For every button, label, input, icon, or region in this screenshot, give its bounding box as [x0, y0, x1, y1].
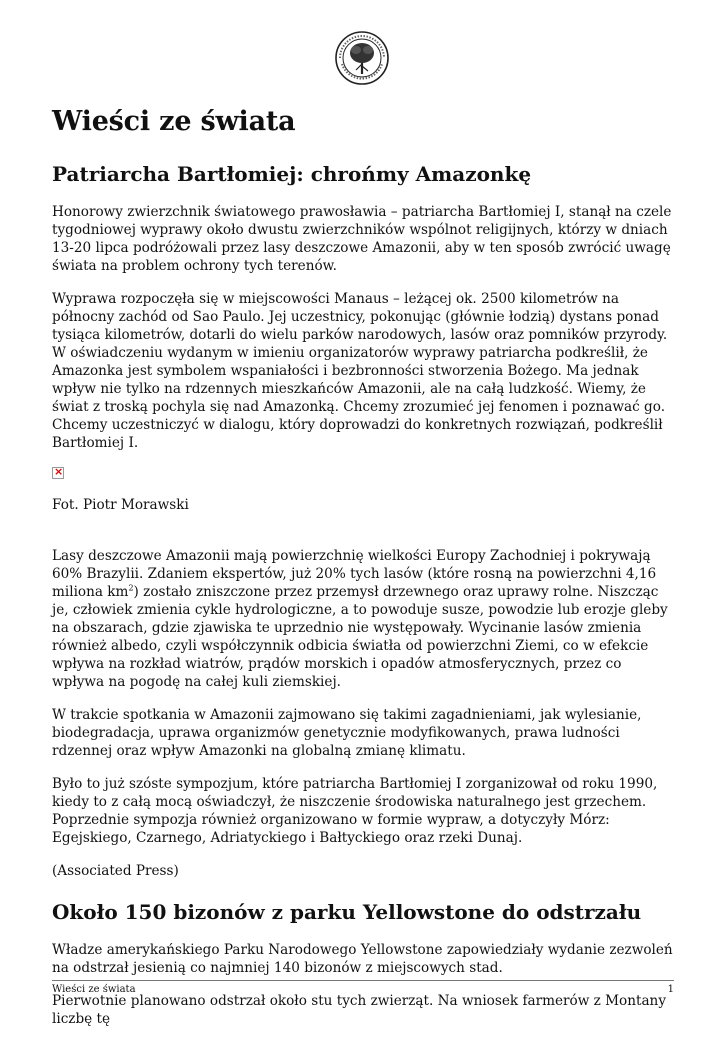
paragraph-text: ) zostało zniszczone przez przemysł drzewnego oraz uprawy rolne. Niszcząc je, człowiek zmienia cykle hydrologiczne, a to powoduje susze, powodzie lub erozje gleby na obszarach, gdzie zjawiska te uprzednio nie występowały. Wycinanie lasów zmienia również albedo, czyli współczynnik odbicia światła od powierzchni Ziemi, co w efekcie wpływa na rozkład wiatrów, prądów morskich i opadów atmosferycznych, przez co wpływa na pogodę na całej kuli ziemskiej. — [52, 584, 668, 690]
tree-seal-icon — [334, 30, 390, 86]
paragraph: W trakcie spotkania w Amazonii zajmowano się takimi zagadnieniami, jak wylesianie, biodegradacja, uprawa organizmów genetycznie modyfikowanych, prawa ludności rdzennej oraz wpływ Amazonki na globalną zmianę klimatu. — [52, 707, 642, 759]
footer-title: Wieści ze świata — [52, 984, 136, 995]
paragraph: Władze amerykańskiego Parku Narodowego Yellowstone zapowiedziały wydanie zezwoleń na odstrzał jesienią co najmniej 140 bizonów z miejscowych stad. — [52, 942, 673, 976]
paragraph: Było to już szóste sympozjum, które patriarcha Bartłomiej I zorganizował od roku 1990, kiedy to z całą mocą oświadczył, że niszczenie środowiska naturalnego jest grzechem. Poprzednie sympozja również organizowano w formie wypraw, a dotyczyły Mórz: Egejskiego, Czarnego, Adriatyckiego i Bałtyckiego oraz rzeki Dunaj. — [52, 776, 658, 846]
superscript: 2 — [128, 583, 134, 593]
paragraph-text: Lasy deszczowe Amazonii mają powierzchnię wielkości Europy Zachodniej i pokrywają 60% Brazylii. Zdaniem ekspertów, już 20% tych lasów (które rosną na powierzchni 4,16 miliona km — [52, 548, 657, 600]
paragraph — [52, 547, 674, 691]
page-title: Wieści ze świata — [52, 106, 296, 137]
article-title: Około 150 bizonów z parku Yellowstone do odstrzału — [52, 900, 642, 924]
source-note: (Associated Press) — [52, 863, 179, 879]
photo-caption: Fot. Piotr Morawski — [52, 497, 189, 513]
paragraph: Pierwotnie planowano odstrzał około stu tych zwierząt. Na wniosek farmerów z Montany liczbę tę — [52, 993, 666, 1027]
article-title: Patriarcha Bartłomiej: chrońmy Amazonkę — [52, 162, 532, 186]
broken-image-icon: × — [54, 465, 64, 478]
paragraph: Wyprawa rozpoczęła się w miejscowości Manaus – leżącej ok. 2500 kilometrów na północny zachód od Sao Paulo. Jej uczestnicy, pokonując (głównie łodzią) dystans ponad tysiąca kilometrów, dotarli do wielu parków narodowych, lasów oraz pomników przyrody. W oświadczeniu wydanym w imieniu organizatorów wyprawy patriarcha podkreślił, że Amazonka jest symbolem wspaniałości i bezbronności stworzenia Bożego. Ma jednak wpływ nie tylko na rdzennych mieszkańców Amazonii, ale na całą ludzkość. Wiemy, że świat z troską pochyla się nad Amazonką. Chcemy zrozumieć jej fenomen i poznawać go. Chcemy uczestniczyć w dialogu, który doprowadzi do konkretnych rozwiązań, podkreślił Bartłomiej I. — [52, 291, 668, 451]
document-body — [52, 104, 674, 1043]
page-footer — [52, 980, 674, 995]
page-number: 1 — [667, 984, 674, 995]
paragraph: Honorowy zwierzchnik światowego prawosławia – patriarcha Bartłomiej I, stanął na czele tygodniowej wyprawy około dwustu zwierzchników wspólnot religijnych, którzy w dniach 13-20 lipca podróżowali przez lasy deszczowe Amazonii, aby w ten sposób zwrócić uwagę świata na problem ochrony tych terenów. — [52, 204, 672, 274]
